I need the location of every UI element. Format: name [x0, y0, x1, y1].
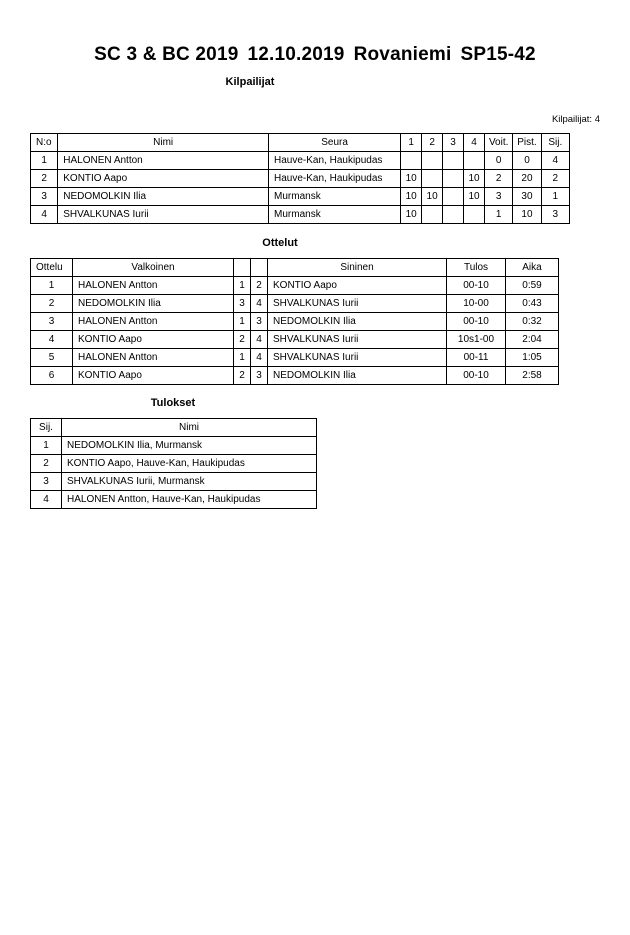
table-row [31, 295, 559, 313]
players-count-label: Kilpailijat: 4 [551, 114, 600, 125]
col-header-name: Nimi [58, 134, 269, 152]
col-header-club: Seura [269, 134, 401, 152]
col-header-rank: Sij. [541, 134, 569, 152]
match-result: 00-10 [447, 277, 506, 295]
player-m4: 10 [464, 170, 485, 188]
match-result: 00-10 [447, 313, 506, 331]
results-table [30, 418, 317, 509]
player-m4 [464, 152, 485, 170]
match-blue-seed: 3 [251, 367, 268, 385]
results-section-heading: Tulokset [150, 397, 196, 409]
match-no: 1 [31, 277, 73, 295]
players-table [30, 133, 570, 224]
match-white-player: NEDOMOLKIN Ilia [73, 295, 234, 313]
player-m1: 10 [401, 206, 422, 224]
player-points: 0 [513, 152, 541, 170]
matches-section-heading: Ottelut [262, 237, 298, 249]
match-white-player: KONTIO Aapo [73, 331, 234, 349]
match-blue-seed: 3 [251, 313, 268, 331]
match-blue-player: SHVALKUNAS Iurii [268, 295, 447, 313]
result-name: HALONEN Antton, Hauve-Kan, Haukipudas [62, 491, 317, 509]
player-m1: 10 [401, 188, 422, 206]
match-blue-player: KONTIO Aapo [268, 277, 447, 295]
table-row [31, 152, 570, 170]
player-club: Hauve-Kan, Haukipudas [269, 170, 401, 188]
match-time: 0:59 [506, 277, 559, 295]
player-m1: 10 [401, 170, 422, 188]
match-blue-seed: 4 [251, 295, 268, 313]
player-m2 [422, 206, 443, 224]
col-header-m1: 1 [401, 134, 422, 152]
col-header-rank: Sij. [31, 419, 62, 437]
match-time: 2:58 [506, 367, 559, 385]
col-header-blue: Sininen [268, 259, 447, 277]
player-points: 10 [513, 206, 541, 224]
table-row [31, 455, 317, 473]
match-no: 6 [31, 367, 73, 385]
match-white-player: HALONEN Antton [73, 349, 234, 367]
player-rank: 2 [541, 170, 569, 188]
player-rank: 4 [541, 152, 569, 170]
col-header-time: Aika [506, 259, 559, 277]
player-club: Murmansk [269, 188, 401, 206]
player-m2 [422, 152, 443, 170]
match-white-player: KONTIO Aapo [73, 367, 234, 385]
col-header-m2: 2 [422, 134, 443, 152]
match-blue-player: SHVALKUNAS Iurii [268, 331, 447, 349]
player-wins: 0 [485, 152, 513, 170]
player-points: 20 [513, 170, 541, 188]
player-wins: 3 [485, 188, 513, 206]
title-city: Rovaniemi [353, 44, 452, 65]
player-points: 30 [513, 188, 541, 206]
player-m1 [401, 152, 422, 170]
col-header-name: Nimi [62, 419, 317, 437]
player-no: 4 [31, 206, 58, 224]
title-date: 12.10.2019 [247, 44, 345, 65]
player-m2 [422, 170, 443, 188]
match-result: 00-11 [447, 349, 506, 367]
table-header-row [31, 259, 559, 277]
match-blue-seed: 4 [251, 331, 268, 349]
match-time: 0:32 [506, 313, 559, 331]
player-wins: 2 [485, 170, 513, 188]
player-name: KONTIO Aapo [58, 170, 269, 188]
match-white-seed: 2 [234, 367, 251, 385]
col-header-m4: 4 [464, 134, 485, 152]
match-time: 2:04 [506, 331, 559, 349]
table-row [31, 206, 570, 224]
player-name: NEDOMOLKIN Ilia [58, 188, 269, 206]
player-m3 [443, 188, 464, 206]
match-white-seed: 1 [234, 349, 251, 367]
table-row [31, 313, 559, 331]
player-m4: 10 [464, 188, 485, 206]
table-row [31, 491, 317, 509]
match-time: 0:43 [506, 295, 559, 313]
match-blue-player: NEDOMOLKIN Ilia [268, 313, 447, 331]
players-section-heading: Kilpailijat [225, 76, 275, 88]
match-blue-player: SHVALKUNAS Iurii [268, 349, 447, 367]
table-row [31, 349, 559, 367]
result-name: SHVALKUNAS Iurii, Murmansk [62, 473, 317, 491]
player-no: 1 [31, 152, 58, 170]
player-name: SHVALKUNAS Iurii [58, 206, 269, 224]
player-m2: 10 [422, 188, 443, 206]
table-row [31, 437, 317, 455]
result-rank: 3 [31, 473, 62, 491]
match-white-player: HALONEN Antton [73, 277, 234, 295]
match-result: 10-00 [447, 295, 506, 313]
player-rank: 1 [541, 188, 569, 206]
result-rank: 1 [31, 437, 62, 455]
player-club: Murmansk [269, 206, 401, 224]
match-blue-player: NEDOMOLKIN Ilia [268, 367, 447, 385]
match-blue-seed: 4 [251, 349, 268, 367]
col-header-m3: 3 [443, 134, 464, 152]
player-no: 2 [31, 170, 58, 188]
col-header-no: N:o [31, 134, 58, 152]
col-header-points: Pist. [513, 134, 541, 152]
table-row [31, 188, 570, 206]
match-white-seed: 1 [234, 277, 251, 295]
document-page [0, 44, 630, 935]
table-row [31, 331, 559, 349]
player-m3 [443, 170, 464, 188]
col-header-blue-score [251, 259, 268, 277]
table-header-row [31, 134, 570, 152]
result-rank: 4 [31, 491, 62, 509]
matches-table [30, 258, 559, 385]
col-header-result: Tulos [447, 259, 506, 277]
player-m4 [464, 206, 485, 224]
player-rank: 3 [541, 206, 569, 224]
table-row [31, 367, 559, 385]
player-club: Hauve-Kan, Haukipudas [269, 152, 401, 170]
player-no: 3 [31, 188, 58, 206]
match-no: 3 [31, 313, 73, 331]
col-header-match: Ottelu [31, 259, 73, 277]
match-no: 5 [31, 349, 73, 367]
match-no: 2 [31, 295, 73, 313]
match-result: 00-10 [447, 367, 506, 385]
page-title [0, 44, 630, 66]
result-name: NEDOMOLKIN Ilia, Murmansk [62, 437, 317, 455]
table-row [31, 473, 317, 491]
match-white-seed: 1 [234, 313, 251, 331]
table-row [31, 170, 570, 188]
table-row [31, 277, 559, 295]
title-code: SP15-42 [460, 44, 536, 65]
table-header-row [31, 419, 317, 437]
player-name: HALONEN Antton [58, 152, 269, 170]
match-no: 4 [31, 331, 73, 349]
player-m3 [443, 206, 464, 224]
player-m3 [443, 152, 464, 170]
title-event: SC 3 & BC 2019 [94, 44, 239, 65]
col-header-white: Valkoinen [73, 259, 234, 277]
match-blue-seed: 2 [251, 277, 268, 295]
col-header-wins: Voit. [485, 134, 513, 152]
match-white-seed: 3 [234, 295, 251, 313]
result-name: KONTIO Aapo, Hauve-Kan, Haukipudas [62, 455, 317, 473]
match-white-player: HALONEN Antton [73, 313, 234, 331]
col-header-white-score [234, 259, 251, 277]
match-white-seed: 2 [234, 331, 251, 349]
player-wins: 1 [485, 206, 513, 224]
match-time: 1:05 [506, 349, 559, 367]
match-result: 10s1-00 [447, 331, 506, 349]
result-rank: 2 [31, 455, 62, 473]
